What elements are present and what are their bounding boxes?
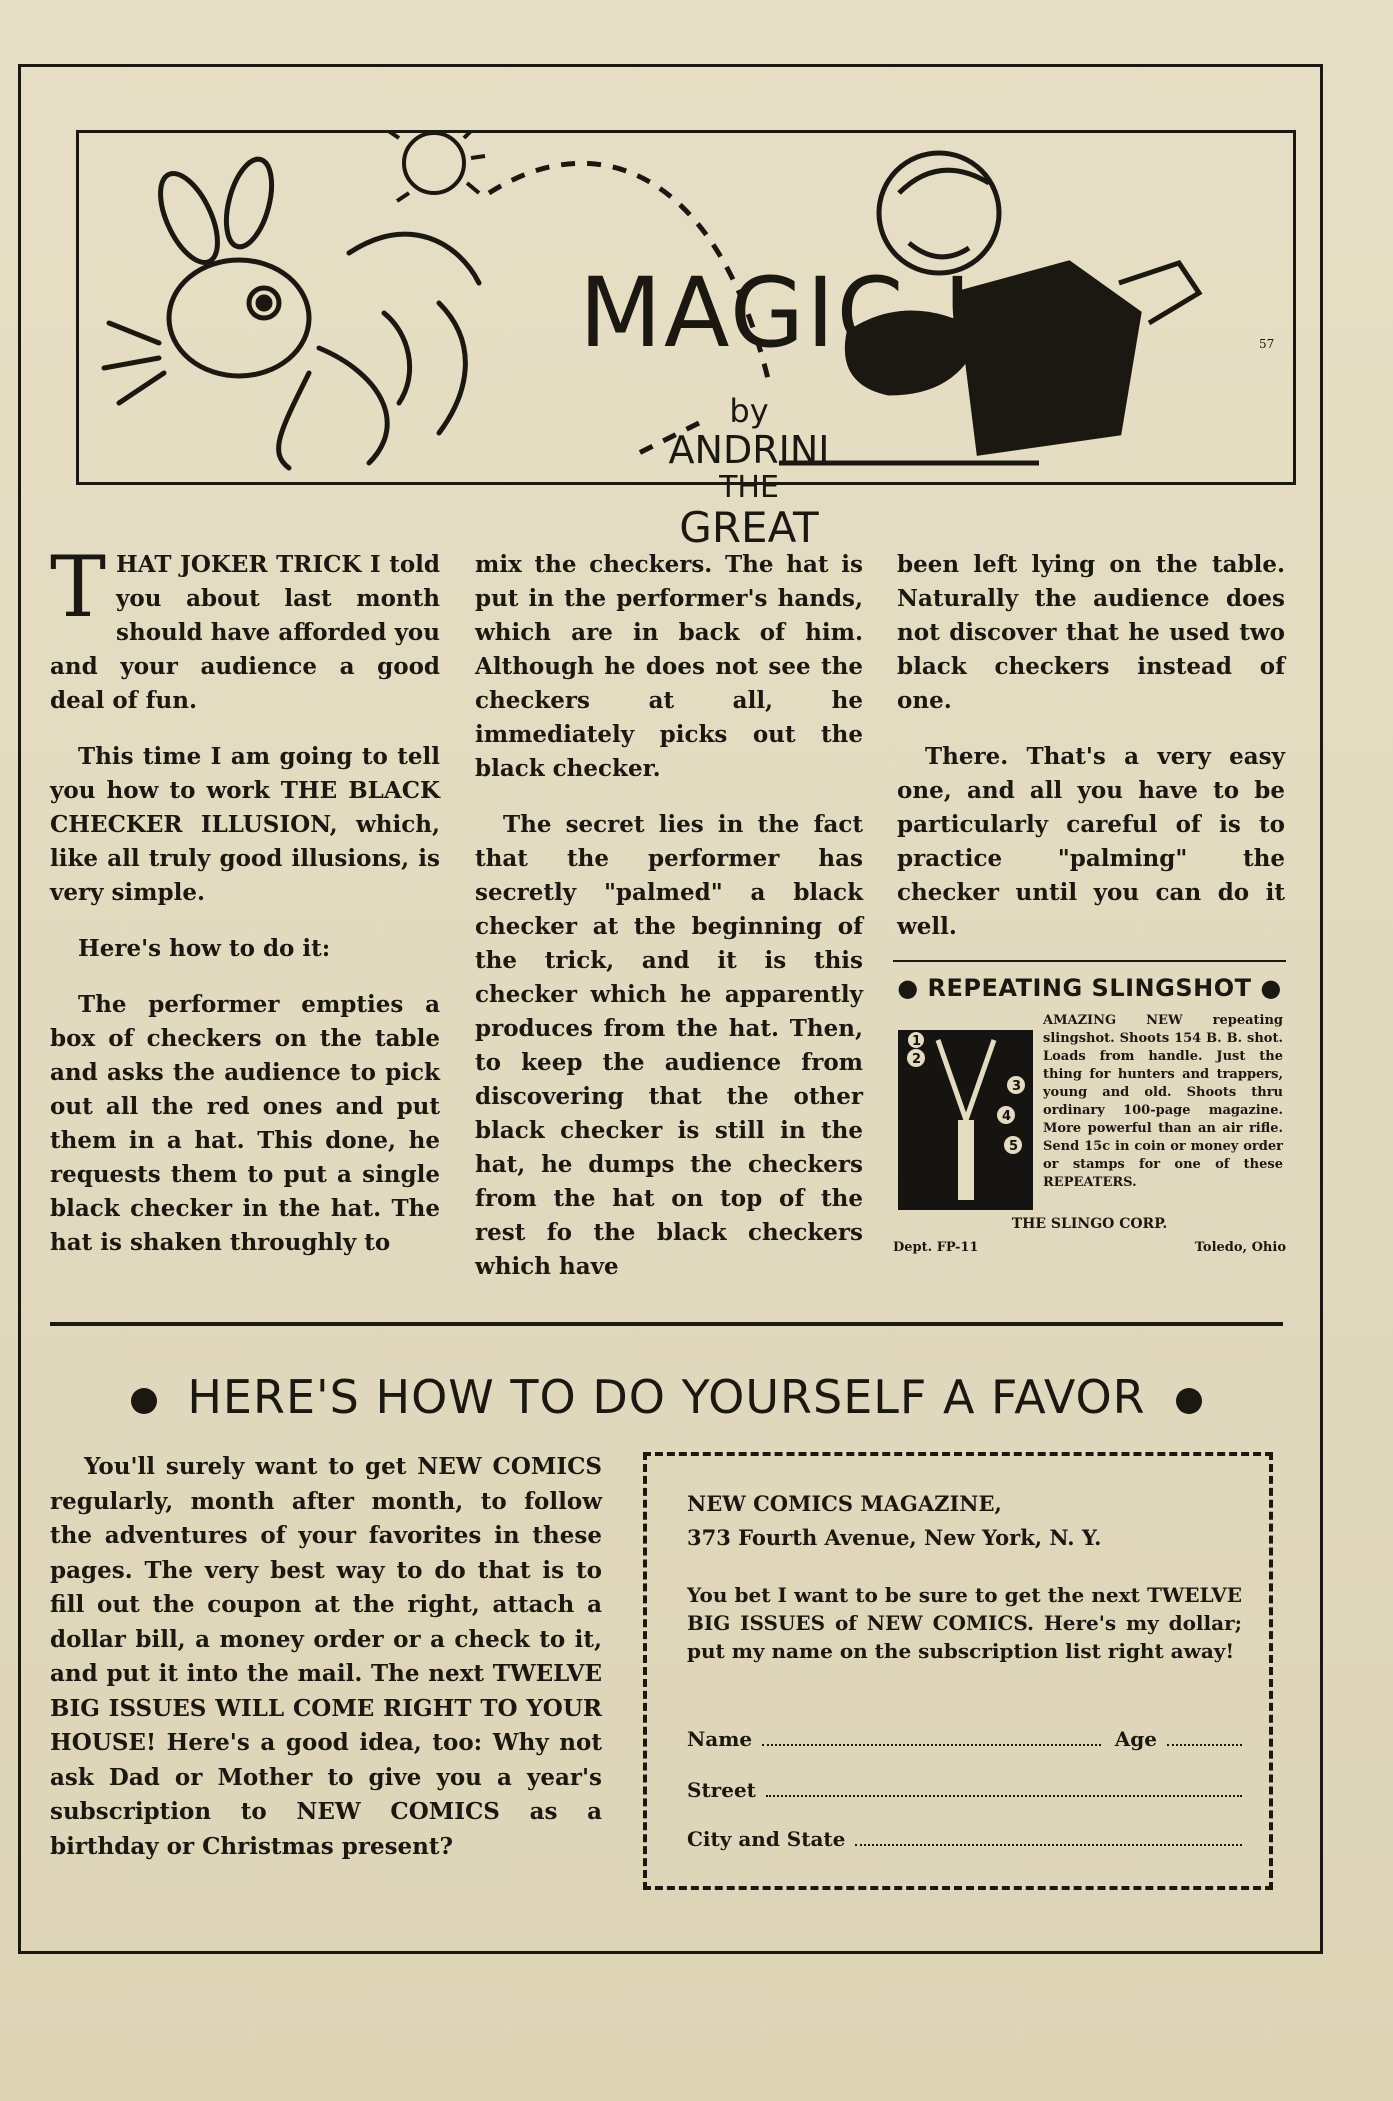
subscription-coupon [643,1452,1273,1890]
ad-city: Toledo, Ohio [1194,1240,1286,1255]
article-paragraph: been left lying on the table. Naturally the audience does not discover that he used two black checkers instead of one. [897,551,1285,714]
ad-dept: Dept. FP-11 [893,1240,979,1255]
coupon-name-row [687,1726,1242,1751]
ad-label: 1 [912,1034,922,1049]
drop-cap: T [50,538,107,636]
street-field[interactable] [766,1777,1242,1797]
svg-text:57: 57 [1259,337,1275,351]
favor-text [50,1450,602,1864]
ad-label: 5 [1009,1139,1019,1154]
byline-the: THE [719,470,779,505]
article-paragraph: This time I am going to tell you how to work THE BLACK CHECKER ILLUSION, which, like all truly good illusions, is very simple. [50,743,440,906]
name-label: Name [687,1727,753,1751]
city-label: City and State [687,1827,846,1851]
article-column-2 [475,548,863,1306]
ad-corp: THE SLINGO CORP. [1011,1216,1168,1232]
ad-label: 4 [1002,1109,1012,1124]
article-paragraph: The secret lies in the fact that the performer has secretly "palmed" a black checker at the beginning of the trick, and it is this checker which he apparently produces from the hat. Then, to keep the audience from discovering that the other black checker is still in the hat, he dumps the checkers from the hat on top of the rest fo the black checkers which have [475,811,863,1280]
article-paragraph: Here's how to do it: [78,935,331,962]
byline-name: ANDRINI [668,428,830,472]
article-paragraph: THAT JOKER TRICK I told you about last month should have afforded you and your audience a good deal of fun. [50,538,440,714]
article-column-1 [50,538,440,1282]
byline-by: by [729,392,769,430]
bullet-icon [131,1388,157,1414]
age-label: Age [1114,1727,1157,1751]
coupon-message: You bet I want to be sure to get the next TWELVE BIG ISSUES of NEW COMICS. Here's my dollar; put my name on the subscription list right away! [687,1583,1242,1663]
slingshot-ad [893,960,1286,1272]
favor-paragraph: You'll surely want to get NEW COMICS regularly, month after month, to follow the adventures of your favorites in these pages. The very best way to do that is to fill out the coupon at the right, attach a dollar bill, a money order or a check to it, and put it into the mail. The next TWELVE BIG ISSUES WILL COME RIGHT TO YOUR HOUSE! Here's a good idea, too: Why not ask Dad or Mother to give you a year's subscription to NEW COMICS as a birthday or Christmas present? [50,1453,602,1860]
article-paragraph: The performer empties a box of checkers on the table and asks the audience to pick out all the red ones and put them in a hat. This done, he requests them to put a single black checker in the hat. The hat is shaken throughly to [50,991,440,1256]
coupon-street-row [687,1777,1242,1802]
street-label: Street [687,1778,756,1802]
favor-headline: HERE'S HOW TO DO YOURSELF A FAVOR [50,1370,1283,1424]
bullet-icon [1176,1388,1202,1414]
puff-icon [387,133,485,201]
ad-copy: AMAZING NEW repeating slingshot. Shoots 154 B. B. shot. Loads from handle. Just the thing for hunters and trappers, young and old. Shoots thru ordinary 100-page magazine. More powerful than an air rifle. Send 15c in coin or money order or stamps for one of these REPEATERS. [1043,1013,1283,1190]
ad-label: 2 [912,1052,922,1067]
article-column-3 [897,548,1285,966]
rabbit-icon [104,154,479,468]
coupon-address: 373 Fourth Avenue, New York, N. Y. [687,1525,1102,1550]
byline [644,392,854,552]
city-field[interactable] [855,1826,1242,1846]
article-paragraph: There. That's a very easy one, and all you have to be particularly careful of is to practice "palming" the checker until you can do it well. [897,743,1285,940]
byline-great: GREAT [679,503,819,552]
article-paragraph: mix the checkers. The hat is put in the performer's hands, which are in back of him. Although he does not see the checkers at all, he immediately picks out the black checker. [475,551,863,782]
age-field[interactable] [1167,1726,1242,1746]
coupon-publisher: NEW COMICS MAGAZINE, [687,1491,1002,1516]
ad-label: 3 [1012,1079,1022,1094]
section-divider [50,1322,1283,1326]
slingshot-icon [898,1030,1033,1210]
ad-title: ● REPEATING SLINGSHOT ● [897,974,1282,1002]
slingshot-image [898,1030,1033,1210]
page-title: MAGIC ! [579,257,979,369]
coupon-city-row [687,1826,1242,1851]
name-field[interactable] [762,1726,1101,1746]
header-panel [76,130,1296,552]
